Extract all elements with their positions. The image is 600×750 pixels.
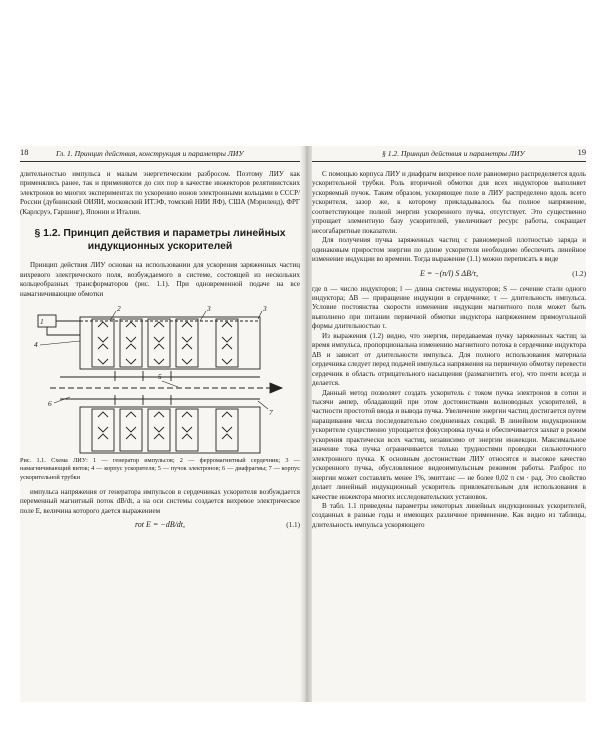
generator-lead <box>47 327 80 335</box>
book-gutter <box>300 146 312 702</box>
formula-1-1 <box>20 516 300 536</box>
right-page-number: 19 <box>577 148 586 157</box>
left-page-number: 18 <box>20 148 29 157</box>
lower-cores <box>92 409 238 451</box>
right-running-title: § 1.2. Принцип действия и параметры ЛИУ <box>382 149 525 158</box>
figure-1-1 <box>20 305 300 455</box>
right-paragraph-6: В табл. 1.1 приведены параметры некоторых линейных индукционных ускорителей, созданных в разные годы и имеющих различное применение. Как видно из таблицы, длительность импульса ускоряющего <box>312 501 586 529</box>
label-6: 6 <box>48 399 52 409</box>
left-text <box>20 170 300 536</box>
left-running-head <box>20 146 300 162</box>
book-spread <box>20 146 586 702</box>
left-running-title: Гл. 1. Принцип действия, конструкция и параметры ЛИУ <box>56 149 244 158</box>
beam-arrow-icon <box>270 383 282 393</box>
leader-lines <box>40 311 268 409</box>
right-paragraph-1: С помощью корпуса ЛИУ и диафрагм вихревое поле равномерно распределяется вдоль ускорительной трубки. Роль вторичной обмотки для всех индукторов выполняет ускоряемый пучок. Таким образом, ускоряющее поле в ЛИУ распределено вдоль всего ускорителя, зазор же, к которому прикладывалось бы полное напряжение, соответствующее полной энергии ускоренного пучка, отсутствует. Это существенно упрощает элементную базу ускорителей, увеличивает ресурс работы, сокращает несогабаритные показатели. <box>312 170 586 235</box>
label-4: 4 <box>34 340 38 350</box>
left-page <box>20 146 300 702</box>
label-3b: 3 <box>263 305 267 314</box>
right-paragraph-2: Для получения пучка заряженных частиц с равномерной плотностью заряда и одинаковым приростом энергии по длине ускорителя необходимо обеспечить линейное изменение индукции во времени. Тогда выражение (1.1) можно переписать в виде <box>312 236 586 264</box>
right-page <box>312 146 586 702</box>
figure-caption: Рис. 1.1. Схема ЛИУ: 1 — генератор импульсов; 2 — ферромагнитный сердечник; 3 — намагничивающий виток; 4 — корпус ускорителя; 5 — пучок электронов; 6 — диафрагмы; 7 — корпус ускорительной трубки <box>20 457 300 481</box>
intro-paragraph: длительностью импульса и малым энергетическим разбросом. Поэтому ЛИУ как применялись ранее, так и применяются до сих пор в качестве инжекторов релятивистских электронов во многих экспериментах по ускорению ионов электронными кольцами в СССР/России (дубнинский ОИЯИ, московский ИТЭФ, томский НИИ ЯФ), США (Мэриленд), ФРГ (Карлсруэ, Гаршинг), Японии и Италии. <box>20 170 300 216</box>
right-text <box>312 170 586 530</box>
after-figure-paragraph: импульса напряжения от генератора импульсов в сердечниках ускорителя возбуждается переменный магнитный поток dB/dt, а на оси системы создается вихревое электрическое поле E, величина которого дается выражением <box>20 487 300 515</box>
label-5: 5 <box>158 372 162 382</box>
upper-cores <box>92 319 238 367</box>
formula-1-2-expression: E = −(n/l) S ΔB/τ, <box>419 268 479 278</box>
label-1: 1 <box>40 317 44 327</box>
label-7: 7 <box>269 408 273 418</box>
section-paragraph: Принцип действия ЛИУ основан на использовании для ускорения заряженных частиц вихревого электрического поля, возбуждаемого в системе, состоящей из нескольких кольцеобразных трансформаторов (рис. 1.1). При одновременной подаче на все намагничивающие обмотки <box>20 261 300 298</box>
right-paragraph-5: Данный метод позволяет создать ускоритель с током пучка электронов в сотни и тысячи ампер, обладающий при этом достоинствами волноводных ускорителей, в частности простотой ввода и вывода пучка. Увеличение энергии частиц достигается путем наращивания числа последовательно соединенных секций. В линейном индукционном ускорителе существенно упрощается фокусировка пучка и обеспечивается захват в режим ускорения практически всех частиц, независимо от энергии инжекции. Максимальное значение тока пучка ограничивается только трудностями проводки сильноточного электронного пучка. К основным достоинствам ЛИУ относятся и высокое качество ускоренного пучка, обусловленное видеоимпульсным режимом работы. Разброс по энергии может составлять менее 1%, эмиттанс — не более 0,02 π см · рад. Это свойство делает линейный индукционный ускоритель привлекательным для использования в качестве инжектора многих исследовательских установок. <box>312 388 586 501</box>
formula-1-2 <box>312 265 586 285</box>
label-2: 2 <box>117 305 121 314</box>
section-heading: § 1.2. Принцип действия и параметры линейных индукционных ускорителей <box>34 228 286 252</box>
label-3: 3 <box>207 305 211 314</box>
right-running-head <box>312 146 586 162</box>
formula-1-2-number: (1.2) <box>572 269 586 278</box>
formula-1-1-expression: rot E = −dB/dt, <box>134 520 186 530</box>
right-paragraph-3: где n — число индукторов; l — длина системы индукторов; S — сечение стали одного индуктора; ΔB — приращение индукции в сердечнике; τ — длительность импульса. Условие постоянства скорости изменения индукции магнитного поля может быть выполнено при питании первичной обмотки индуктора напряжением прямоугольной формы длительностью τ. <box>312 284 586 331</box>
accelerator-diagram <box>20 305 300 455</box>
right-paragraph-4: Из выражения (1.2) видно, что энергия, передаваемая пучку заряженных частиц за время импульса, пропорциональна изменению магнитного потока в сердечнике индуктора ΔB и зависит от длительности импульса. Для полного использования материала сердечника следует перед подачей импульса напряжения на первичную обмотку перевести сердечник в область отрицательного насыщения (размагнитить его), что почти всегда и делается. <box>312 331 586 388</box>
formula-1-1-number: (1.1) <box>286 521 300 530</box>
